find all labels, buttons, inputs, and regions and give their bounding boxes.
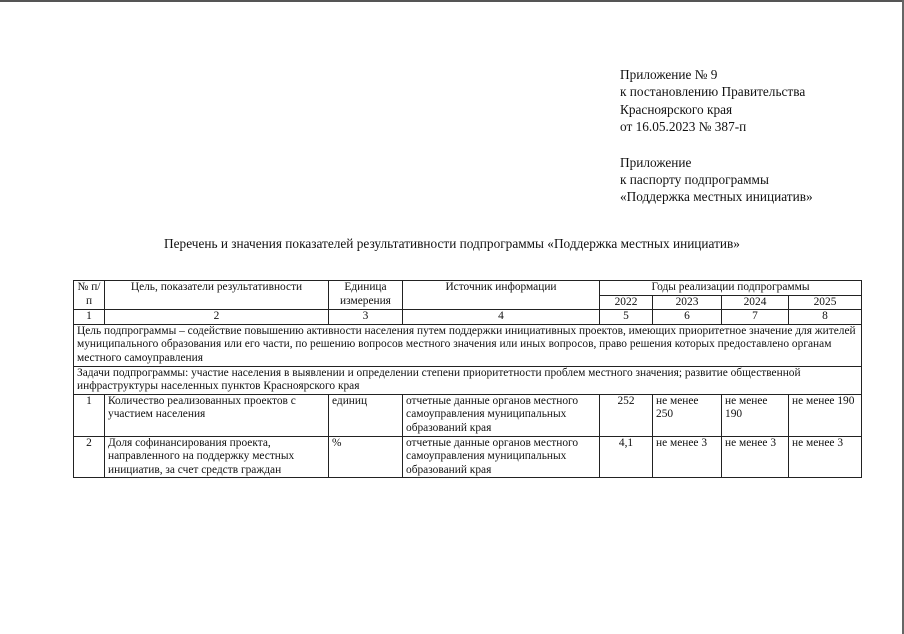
row-indicator: Количество реализованных проектов с участием населения	[105, 394, 329, 436]
appendix-line: Красноярского края	[620, 101, 733, 117]
header-goal: Цель, показатели результативности	[105, 281, 329, 310]
indicators-table	[73, 280, 862, 478]
row-value-2024: не менее 3	[722, 436, 789, 478]
row-value-2025: не менее 3	[789, 436, 862, 478]
row-value-2024: не менее 190	[722, 394, 789, 436]
appendix-sub-line: Приложение	[620, 154, 692, 170]
row-unit: единиц	[329, 394, 403, 436]
header-source: Источник информации	[403, 281, 600, 310]
appendix-sub-line: «Поддержка местных инициатив»	[620, 189, 813, 205]
column-number: 6	[653, 310, 722, 325]
header-unit: Единица измерения	[329, 281, 403, 310]
column-number: 7	[722, 310, 789, 325]
column-number: 1	[74, 310, 105, 325]
appendix-sub-line: к паспорту подпрограммы	[620, 172, 769, 188]
appendix-line: Приложение № 9	[620, 67, 718, 82]
row-value-2023: не менее 3	[653, 436, 722, 478]
row-value-2023: не менее 250	[653, 394, 722, 436]
row-num: 2	[74, 436, 105, 478]
header-years-group: Годы реализации подпрограммы	[600, 281, 862, 296]
table-row	[74, 436, 862, 478]
appendix-block	[620, 66, 813, 206]
column-number: 8	[789, 310, 862, 325]
header-year: 2022	[600, 295, 653, 310]
row-value-2025: не менее 190	[789, 394, 862, 436]
tasks-row: Задачи подпрограммы: участие населения в выявлении и определении степени приоритетности проблем местного значения; развитие общественной инфраструктуры населенных пунктов Красноярского края	[74, 366, 862, 394]
header-year: 2025	[789, 295, 862, 310]
column-number: 3	[329, 310, 403, 325]
document-title: Перечень и значения показателей результативности подпрограммы «Поддержка местных инициатив»	[164, 236, 740, 251]
header-num: № п/п	[74, 281, 105, 310]
appendix-line: к постановлению Правительства	[620, 84, 806, 100]
appendix-line: от 16.05.2023 № 387-п	[620, 119, 747, 135]
header-year: 2024	[722, 295, 789, 310]
column-number: 4	[403, 310, 600, 325]
scan-top-border	[0, 0, 904, 2]
row-source: отчетные данные органов местного самоуправления муниципальных образований края	[403, 394, 600, 436]
goal-row: Цель подпрограммы – содействие повышению активности населения путем поддержки инициативных проектов, имеющих приоритетное значение для жителей муниципального образования или его части, по решению вопросов местного значения или иных вопросов, право решения которых предоставлено органам местного самоуправления	[74, 324, 862, 366]
row-unit: %	[329, 436, 403, 478]
header-year: 2023	[653, 295, 722, 310]
column-number: 2	[105, 310, 329, 325]
row-indicator: Доля софинансирования проекта, направленного на поддержку местных инициатив, за счет средств граждан	[105, 436, 329, 478]
row-value-2022: 4,1	[600, 436, 653, 478]
row-value-2022: 252	[600, 394, 653, 436]
column-number: 5	[600, 310, 653, 325]
row-source: отчетные данные органов местного самоуправления муниципальных образований края	[403, 436, 600, 478]
table-row	[74, 394, 862, 436]
row-num: 1	[74, 394, 105, 436]
